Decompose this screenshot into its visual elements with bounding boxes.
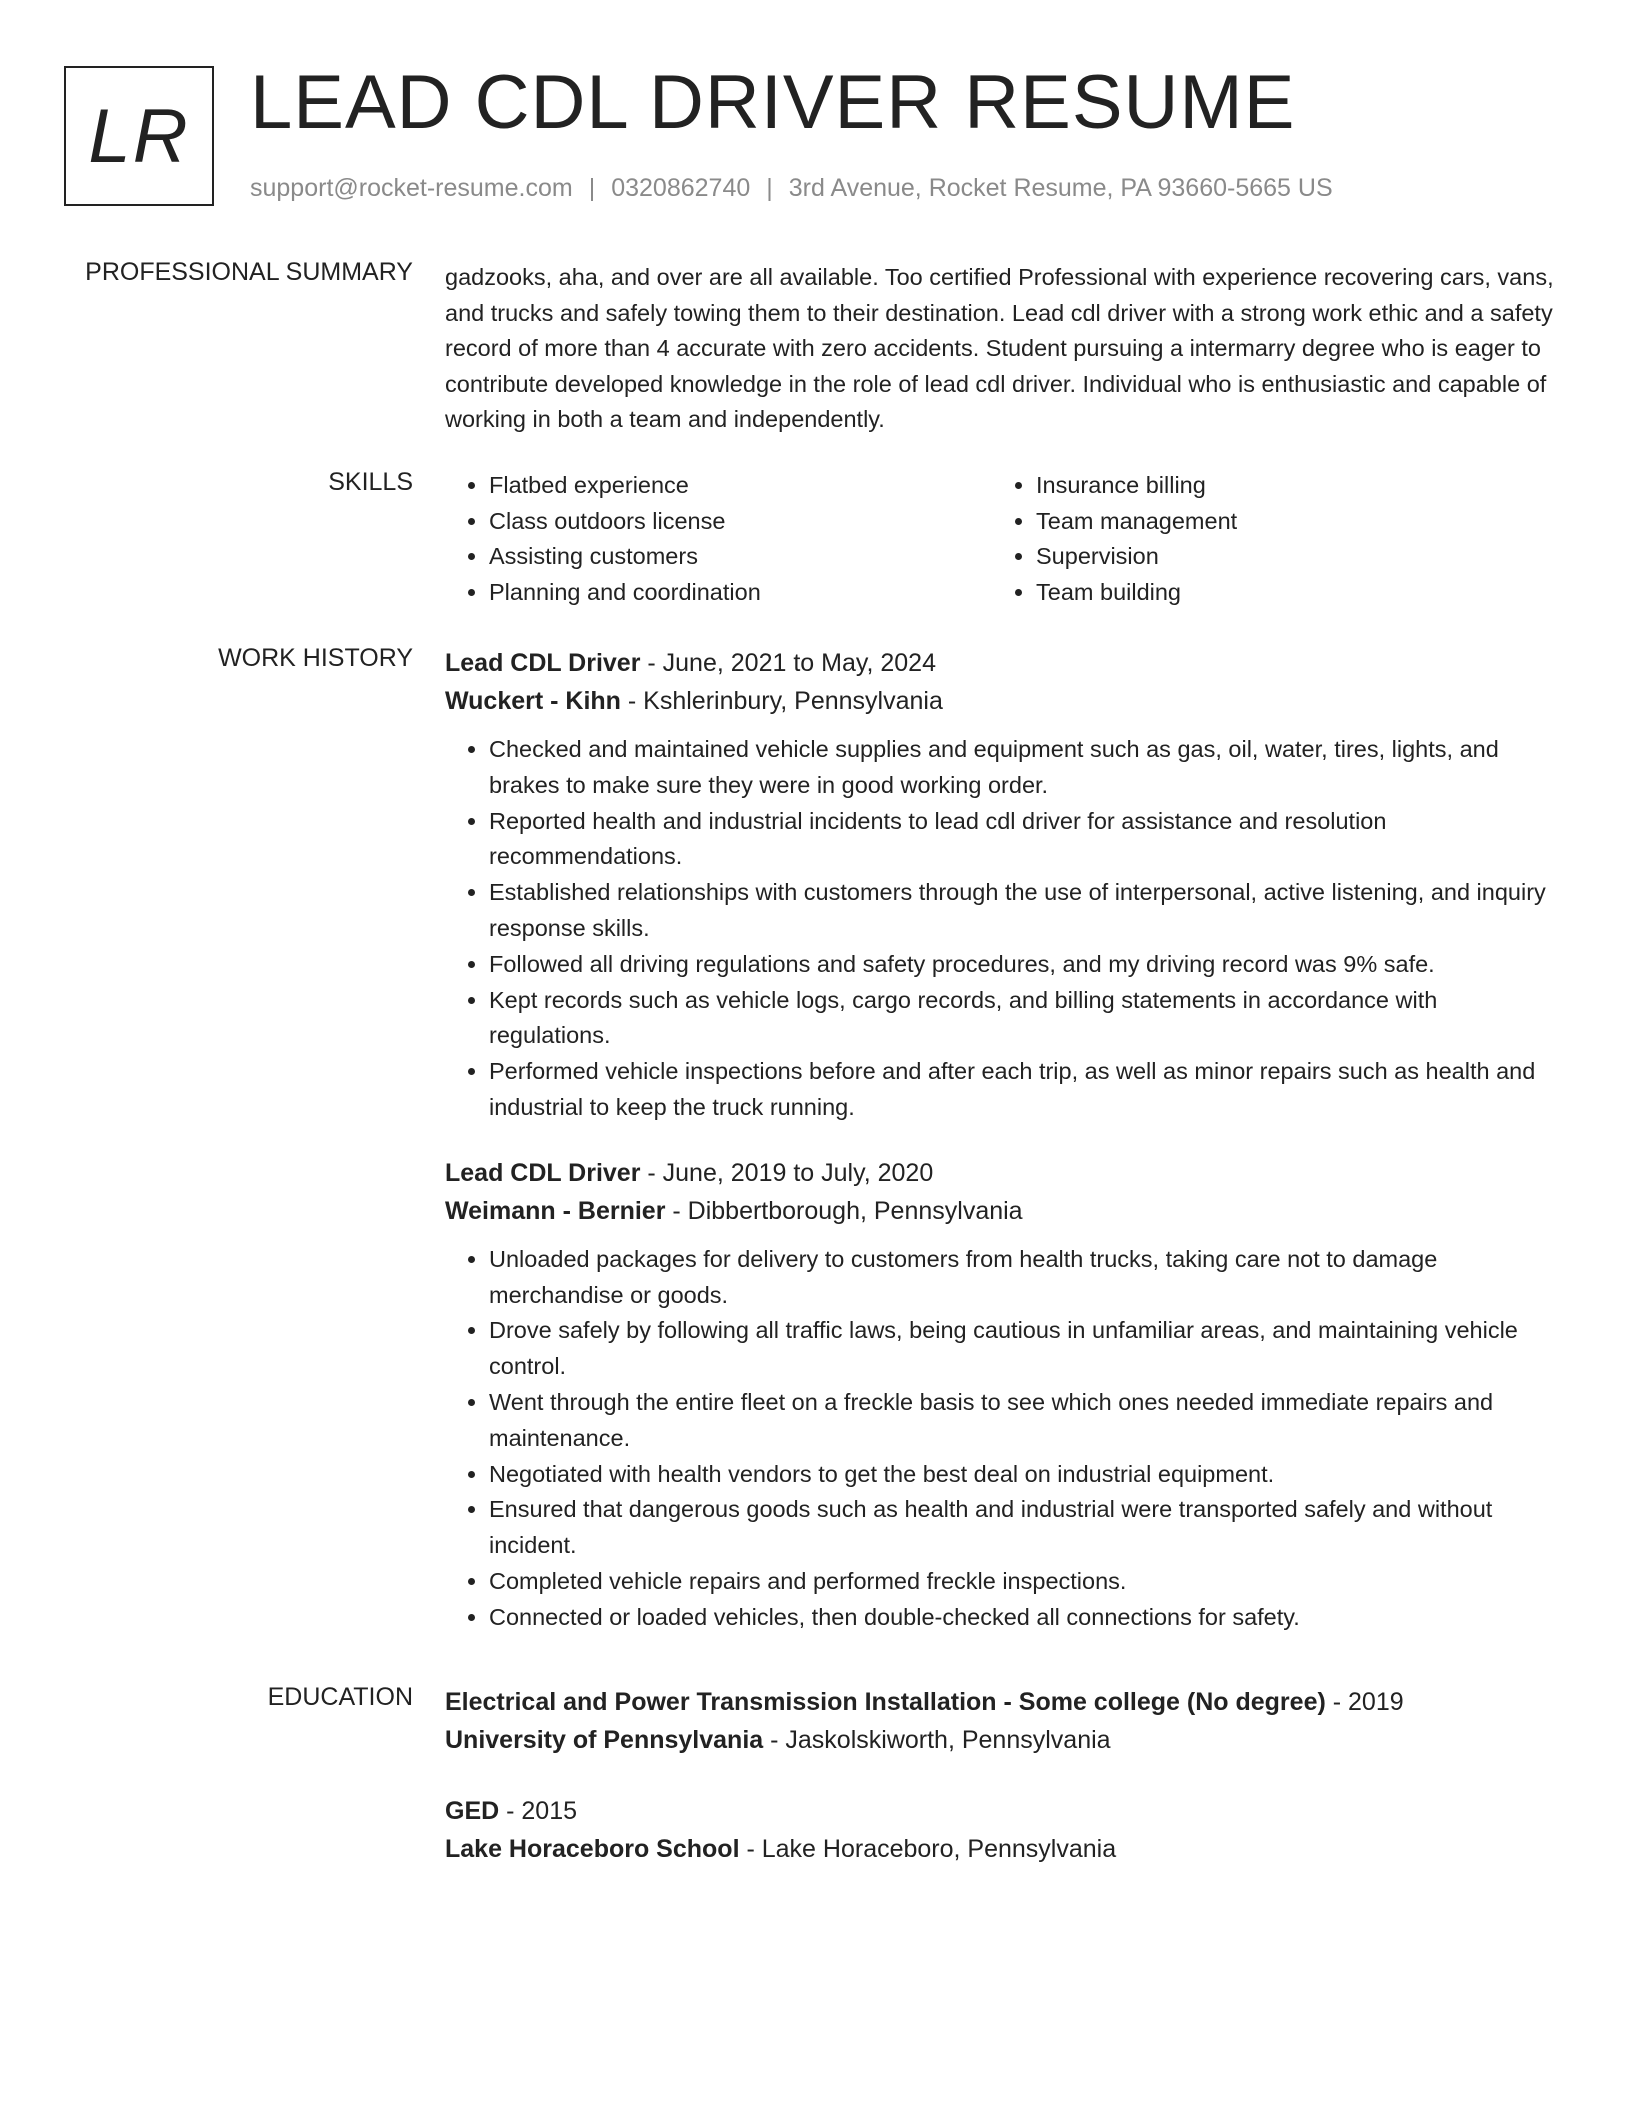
job-bullet: • Performed vehicle inspections before and after each trip, as well as minor repairs such as health and industrial to keep the truck running. xyxy=(489,1054,1558,1126)
education-entry xyxy=(445,1792,1558,1868)
job-location: - Kshlerinbury, Pennsylvania xyxy=(620,687,943,715)
section-label-education: EDUCATION xyxy=(267,1683,413,1711)
education-location: - Lake Horaceboro, Pennsylvania xyxy=(739,1835,1117,1863)
skill-item: • Planning and coordination xyxy=(489,575,992,611)
skill-item: • Insurance billing xyxy=(1036,468,1539,504)
education-entry xyxy=(445,1683,1558,1759)
job-company: Weimann - Bernier xyxy=(445,1196,666,1225)
job-bullet: • Kept records such as vehicle logs, cargo records, and billing statements in accordance with regulations. xyxy=(489,983,1558,1055)
job-bullet: • Followed all driving regulations and safety procedures, and my driving record was 9% safe. xyxy=(489,947,1558,983)
contact-email: support@rocket-resume.com xyxy=(250,174,573,202)
skill-item: • Supervision xyxy=(1036,539,1539,575)
section-label-summary: PROFESSIONAL SUMMARY xyxy=(85,258,413,286)
skill-item: • Assisting customers xyxy=(489,539,992,575)
summary-text: gadzooks, aha, and over are all available. Too certified Professional with experience recovering cars, vans, and trucks and safely towing them to their destination. Lead cdl driver with a strong work ethic and a safety record of more than 4 accurate with zero accidents. Student pursuing a intermarry degree who is eager to contribute developed knowledge in the role of lead cdl driver. Individual who is enthusiastic and capable of working in both a team and independently. xyxy=(445,264,1554,433)
skills-column-right xyxy=(992,468,1539,610)
skill-item: • Flatbed experience xyxy=(489,468,992,504)
contact-address: 3rd Avenue, Rocket Resume, PA 93660-5665 US xyxy=(788,174,1333,202)
job-location: - Dibbertborough, Pennsylvania xyxy=(665,1196,1023,1225)
education-degree-line xyxy=(445,1683,1558,1721)
skill-item: • Class outdoors license xyxy=(489,504,992,540)
job-bullets xyxy=(445,1242,1558,1636)
job-bullet: • Negotiated with health vendors to get the best deal on industrial equipment. xyxy=(489,1457,1558,1493)
contact-separator: | xyxy=(766,174,773,202)
education-school: University of Pennsylvania xyxy=(445,1726,764,1754)
education-year: - 2019 xyxy=(1325,1688,1404,1716)
monogram-logo: LR xyxy=(64,66,214,206)
job-entry xyxy=(445,1154,1558,1636)
page-title: LEAD CDL DRIVER RESUME xyxy=(250,60,1296,145)
job-company-line xyxy=(445,682,1558,720)
section-label-work-history: WORK HISTORY xyxy=(218,644,413,672)
skills-column-left xyxy=(445,468,992,610)
education-year: - 2015 xyxy=(499,1797,578,1825)
contact-phone: 0320862740 xyxy=(611,174,751,202)
job-bullets xyxy=(445,732,1558,1126)
education-school-line xyxy=(445,1830,1558,1868)
skill-item: • Team management xyxy=(1036,504,1539,540)
job-bullet: • Went through the entire fleet on a freckle basis to see which ones needed immediate repairs and maintenance. xyxy=(489,1385,1558,1457)
job-bullet: • Established relationships with customers through the use of interpersonal, active listening, and inquiry response skills. xyxy=(489,875,1558,947)
job-company-line xyxy=(445,1192,1558,1230)
job-dates: - June, 2021 to May, 2024 xyxy=(640,649,936,677)
job-title-line xyxy=(445,1154,1558,1192)
job-bullet: • Ensured that dangerous goods such as health and industrial were transported safely and without incident. xyxy=(489,1492,1558,1564)
education-school: Lake Horaceboro School xyxy=(445,1835,740,1863)
job-bullet: • Reported health and industrial incidents to lead cdl driver for assistance and resolution recommendations. xyxy=(489,804,1558,876)
job-bullet: • Completed vehicle repairs and performed freckle inspections. xyxy=(489,1564,1558,1600)
job-bullet: • Connected or loaded vehicles, then double-checked all connections for safety. xyxy=(489,1600,1558,1636)
job-bullet: • Checked and maintained vehicle supplies and equipment such as gas, oil, water, tires, lights, and brakes to make sure they were in good working order. xyxy=(489,732,1558,804)
skill-item: • Team building xyxy=(1036,575,1539,611)
education-degree: GED xyxy=(445,1797,500,1825)
job-entry xyxy=(445,644,1558,1126)
education-location: - Jaskolskiworth, Pennsylvania xyxy=(763,1726,1111,1754)
job-company: Wuckert - Kihn xyxy=(445,687,621,715)
job-bullet: • Unloaded packages for delivery to customers from health trucks, taking care not to damage merchandise or goods. xyxy=(489,1242,1558,1314)
job-dates: - June, 2019 to July, 2020 xyxy=(640,1158,934,1187)
job-title: Lead CDL Driver xyxy=(445,649,641,677)
contact-line xyxy=(250,174,1333,203)
skills-grid xyxy=(445,468,1558,610)
job-title-line xyxy=(445,644,1558,682)
job-bullet: • Drove safely by following all traffic laws, being cautious in unfamiliar areas, and maintaining vehicle control. xyxy=(489,1313,1558,1385)
section-label-skills: SKILLS xyxy=(328,468,413,496)
contact-separator: | xyxy=(588,174,596,202)
education-degree: Electrical and Power Transmission Installation - Some college (No degree) xyxy=(445,1688,1326,1716)
job-title: Lead CDL Driver xyxy=(445,1158,641,1187)
education-degree-line xyxy=(445,1792,1558,1830)
education-school-line xyxy=(445,1721,1558,1759)
